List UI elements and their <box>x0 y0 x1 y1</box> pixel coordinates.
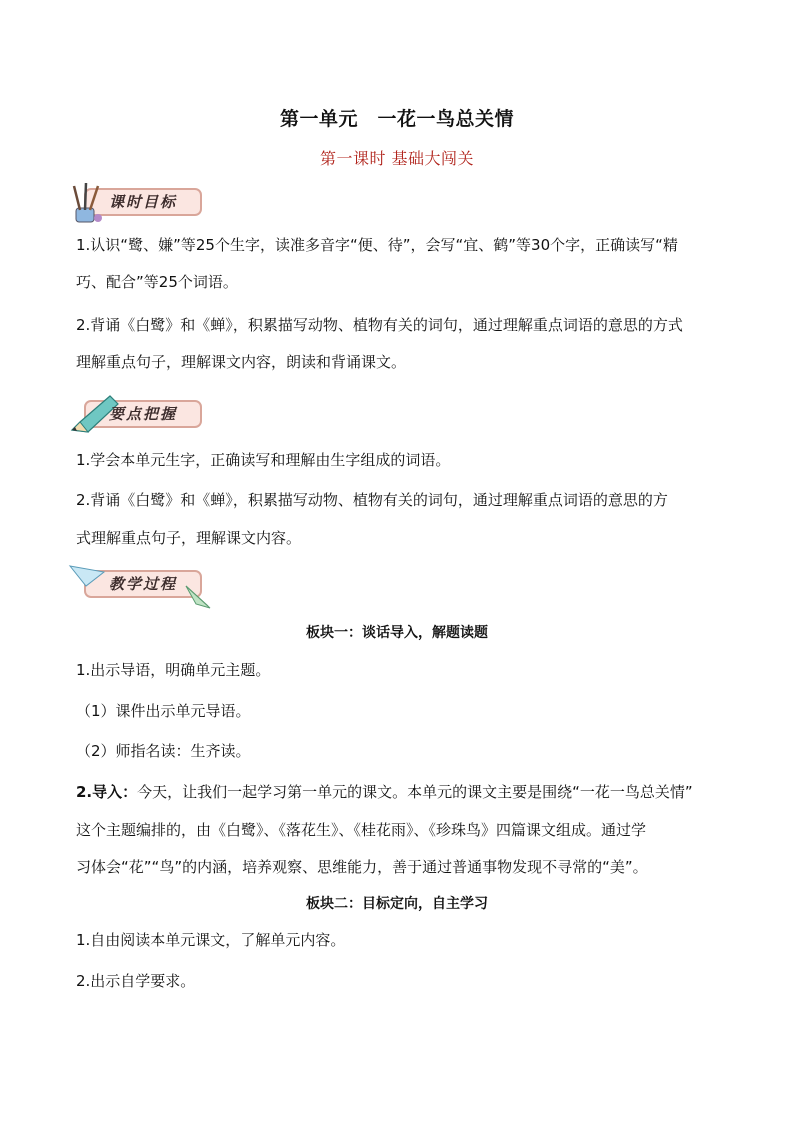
key-point-item-2-line-2: 式理解重点句子，理解课文内容。 <box>76 529 302 547</box>
key-points-badge <box>68 392 218 440</box>
lead-in-text: 今天，让我们一起学习第一单元的课文。本单元的课文主要是围绕“一花一鸟总关情” <box>137 783 693 801</box>
objectives-badge <box>68 180 218 228</box>
objective-item-2-line-1: 2.背诵《白鹭》和《蝉》，积累描写动物、植物有关的词句，通过理解重点词语的意思的方式 <box>76 316 683 334</box>
page-subtitle: 第一课时 基础大闯关 <box>319 149 475 168</box>
section-1-item-1: 1.出示导语，明确单元主题。 <box>76 661 271 679</box>
section-1-item-2-line-3: 习体会“花”“鸟”的内涵，培养观察、思维能力，善于通过普通事物发现不寻常的“美”。 <box>76 858 648 876</box>
process-badge <box>68 562 218 610</box>
objective-item-1-line-1: 1.认识“鹭、嫌”等25个生字，读准多音字“便、待”，会写“宜、鹤”等30个字，正确读写“精 <box>76 236 678 254</box>
objectives-badge-label: 课时目标 <box>108 193 177 211</box>
key-points-badge-label: 要点把握 <box>108 405 177 423</box>
process-badge-label: 教学过程 <box>108 575 177 593</box>
section-1-sub-2: （2）师指名读：生齐读。 <box>76 742 251 760</box>
page-title: 第一单元 一花一鸟总关情 <box>279 108 514 130</box>
section-1-item-2-line-1 <box>76 774 726 811</box>
objective-item-1-line-2: 巧、配合”等25个词语。 <box>76 273 238 291</box>
section-1-sub-1: （1）课件出示单元导语。 <box>76 702 251 720</box>
key-point-item-2-line-1: 2.背诵《白鹭》和《蝉》，积累描写动物、植物有关的词句，通过理解重点词语的意思的方 <box>76 491 668 509</box>
key-point-item-1: 1.学会本单元生字，正确读写和理解由生字组成的词语。 <box>76 451 451 469</box>
section-2-item-2: 2.出示自学要求。 <box>76 972 196 990</box>
section-2-item-1: 1.自由阅读本单元课文，了解单元内容。 <box>76 931 346 949</box>
section-1-heading: 板块一：谈话导入，解题读题 <box>306 625 488 641</box>
objective-item-2-line-2: 理解重点句子，理解课文内容，朗读和背诵课文。 <box>76 353 407 371</box>
lead-in-label: 2.导入： <box>76 783 138 801</box>
section-1-item-2-line-2: 这个主题编排的，由《白鹭》、《落花生》、《桂花雨》、《珍珠鸟》四篇课文组成。通过学 <box>76 821 647 839</box>
section-2-heading: 板块二：目标定向，自主学习 <box>306 896 488 912</box>
